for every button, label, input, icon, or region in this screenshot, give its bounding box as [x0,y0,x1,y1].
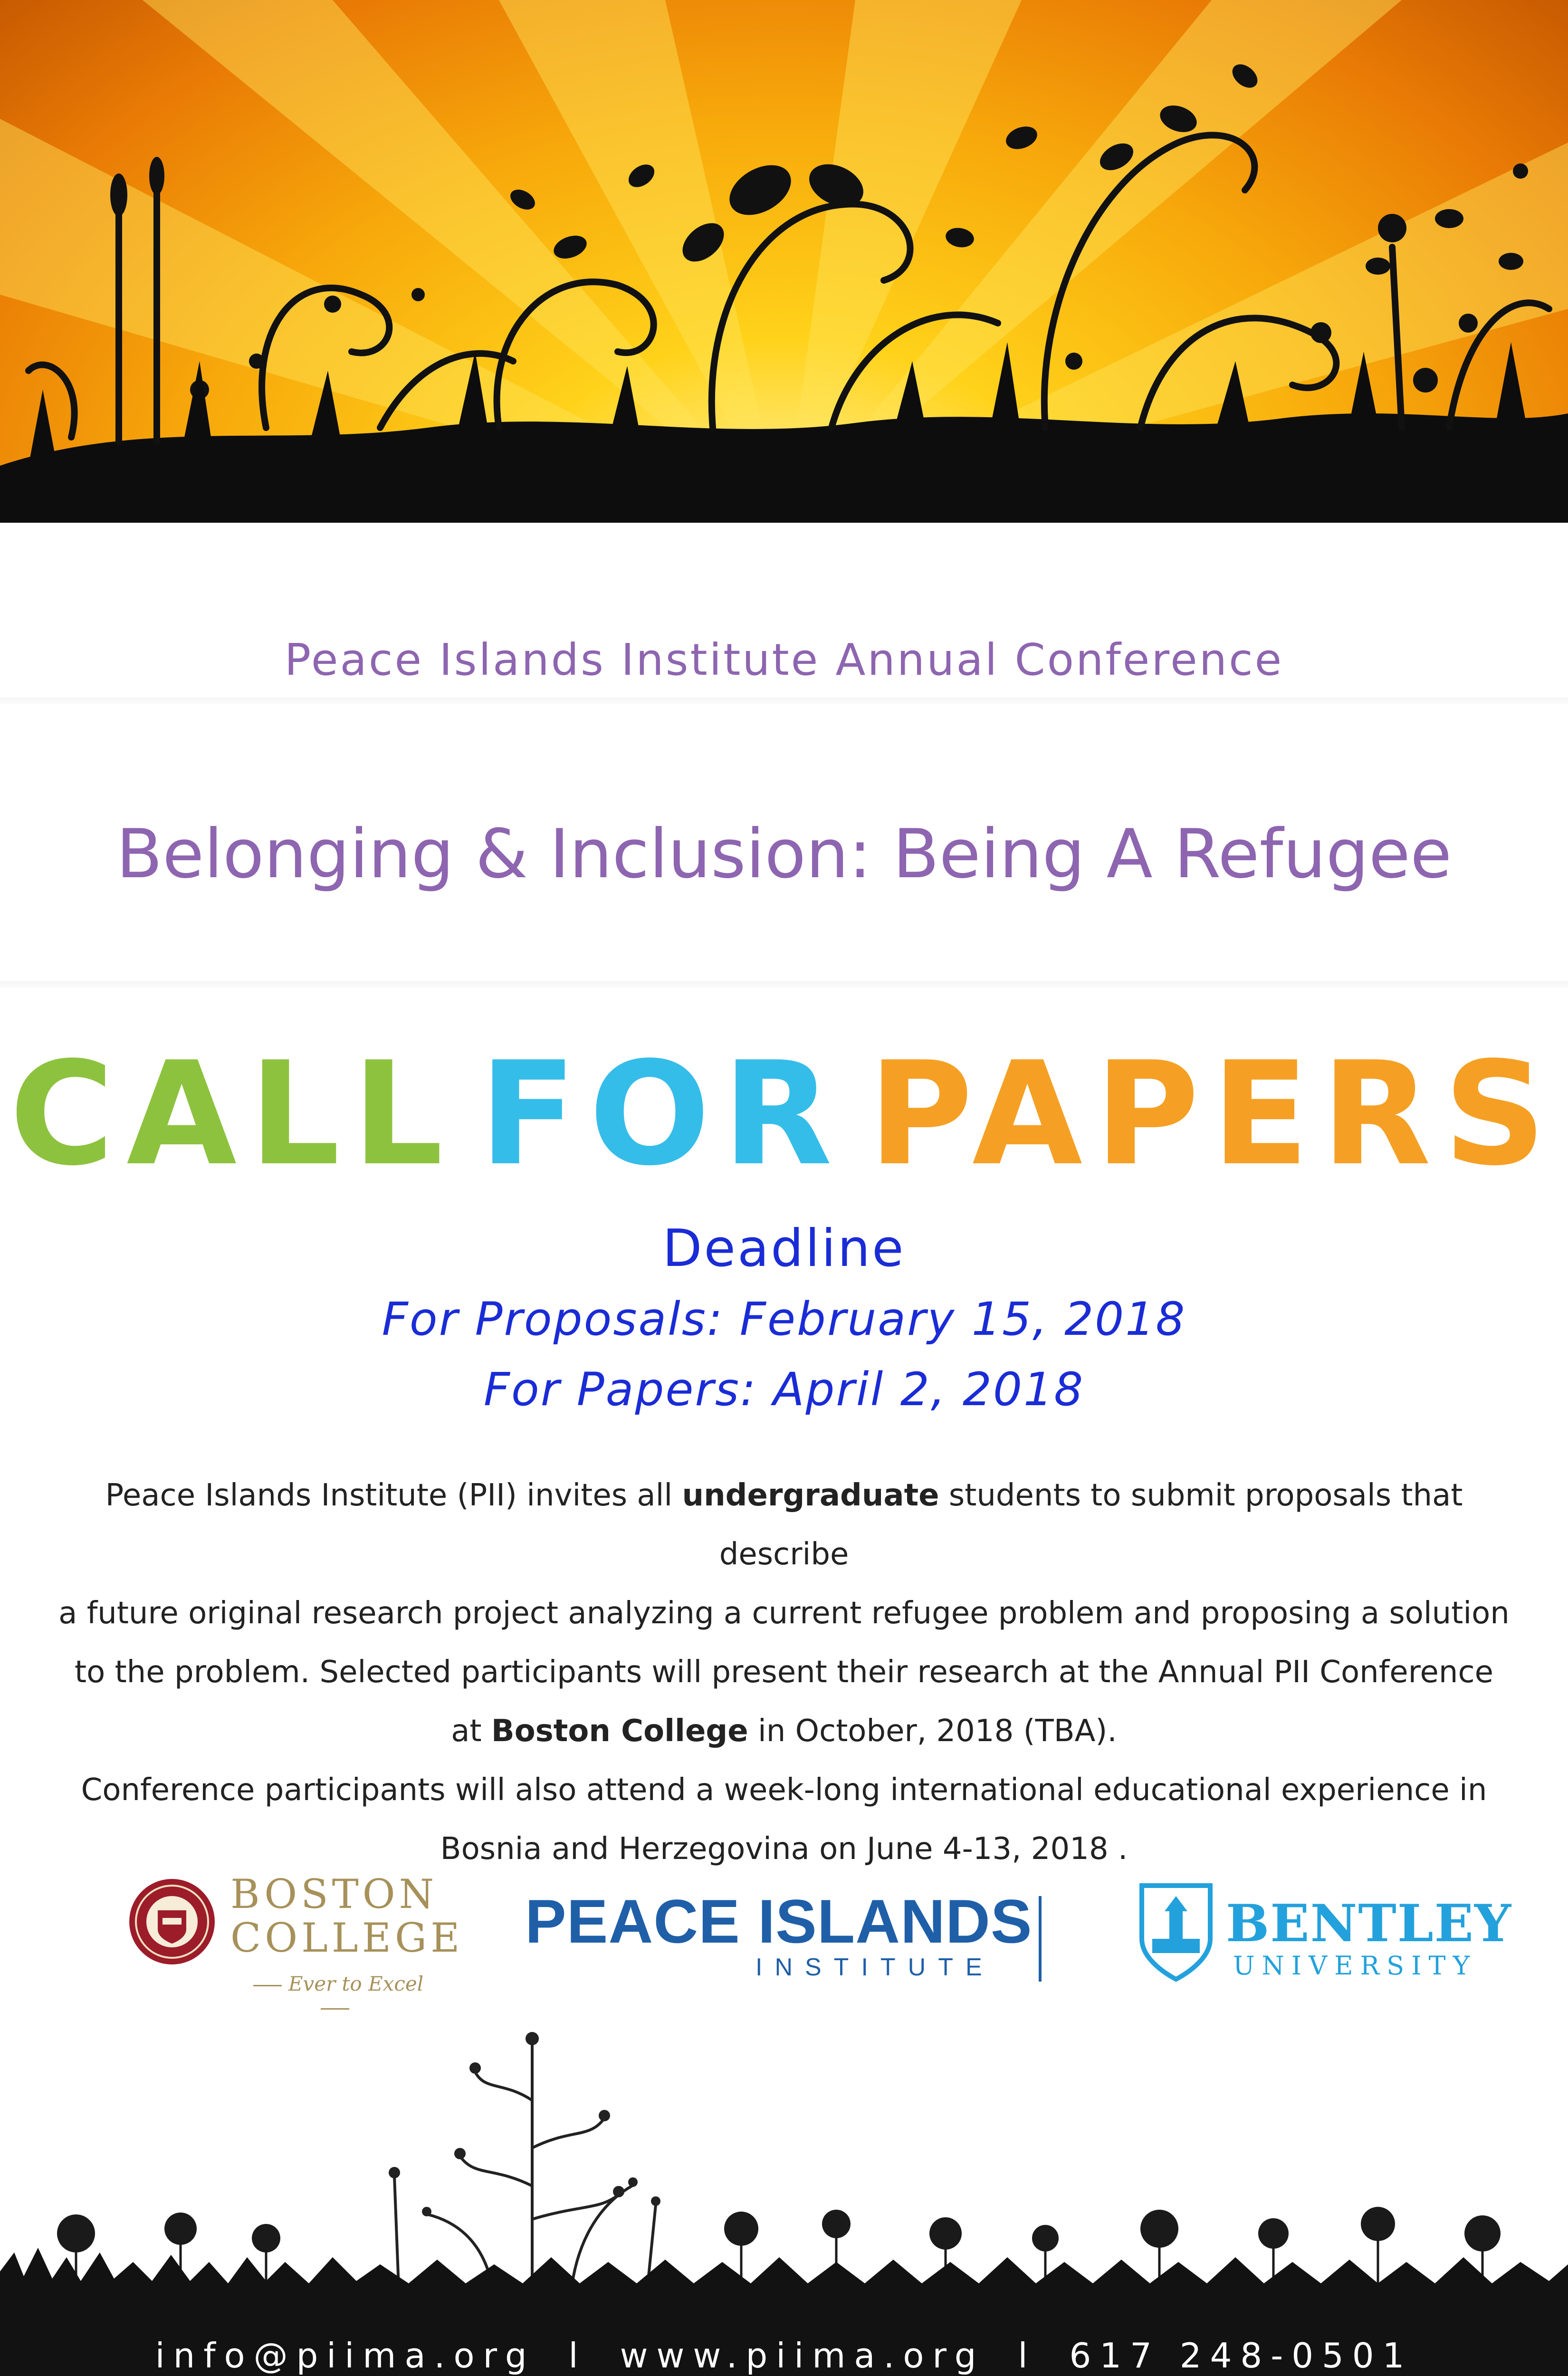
floral-silhouette-illustration [0,0,1568,523]
body-text: in October, 2018 (TBA). [757,1714,1117,1749]
pii-divider [1039,1896,1042,1982]
contact-info [0,2336,1568,2376]
deadline-papers: For Papers: April 2, 2018 [483,1363,1085,1416]
boston-college-seal-icon [127,1877,217,1966]
deadline-heading: Deadline [662,1219,906,1278]
contact-website[interactable]: www.piima.org [620,2336,985,2376]
description-body [48,1466,1520,1878]
divider [0,698,1568,704]
boston-college-wordmark [230,1872,463,1960]
body-emphasis: undergraduate [682,1478,939,1513]
body-text: students to submit proposals that describe [719,1478,1463,1572]
body-line: Bosnia and Herzegovina on June 4-13, 2018 . [440,1831,1128,1867]
conference-theme: Belonging & Inclusion: Being A Refugee [116,815,1452,893]
deadline-proposals: For Proposals: February 15, 2018 [382,1293,1186,1346]
contact-separator: l [1018,2336,1036,2376]
bc-line1: BOSTON [230,1871,438,1917]
call-for-papers-heading [0,1031,1568,1197]
bc-line2: COLLEGE [230,1915,464,1961]
body-line: to the problem. Selected participants will present their research at the Annual PII Conference [74,1655,1494,1690]
pii-subtitle: INSTITUTE [755,1954,994,1981]
bentley-shield-icon [1138,1882,1214,1984]
footer-plant-silhouette-illustration [0,2005,1568,2300]
cfp-word-call: CALL [9,1031,456,1197]
body-text: at [451,1714,482,1749]
pii-wordmark: PEACE ISLANDS [525,1887,1033,1956]
contact-phone[interactable]: 617 248-0501 [1069,2336,1413,2376]
bentley-subtitle: UNIVERSITY [1233,1951,1477,1981]
divider [0,981,1568,988]
bentley-wordmark: BENTLEY [1226,1894,1512,1954]
contact-separator: l [568,2336,587,2376]
bc-motto: Ever to Excel [230,1972,440,2019]
body-line: a future original research project analyzing a current refugee problem and proposing a solution [58,1596,1510,1631]
conference-name: Peace Islands Institute Annual Conference [284,634,1284,685]
body-line: Conference participants will also attend a week-long international educational experience in [81,1772,1487,1808]
header-banner [0,0,1568,523]
cfp-word-for: FOR [479,1031,845,1197]
body-text: Peace Islands Institute (PII) invites all [105,1478,673,1513]
body-line [48,1466,1520,1584]
cfp-word-papers: PAPERS [868,1031,1559,1197]
body-emphasis: Boston College [491,1714,748,1749]
contact-email[interactable]: info@piima.org [155,2336,535,2376]
body-line [48,1702,1520,1761]
